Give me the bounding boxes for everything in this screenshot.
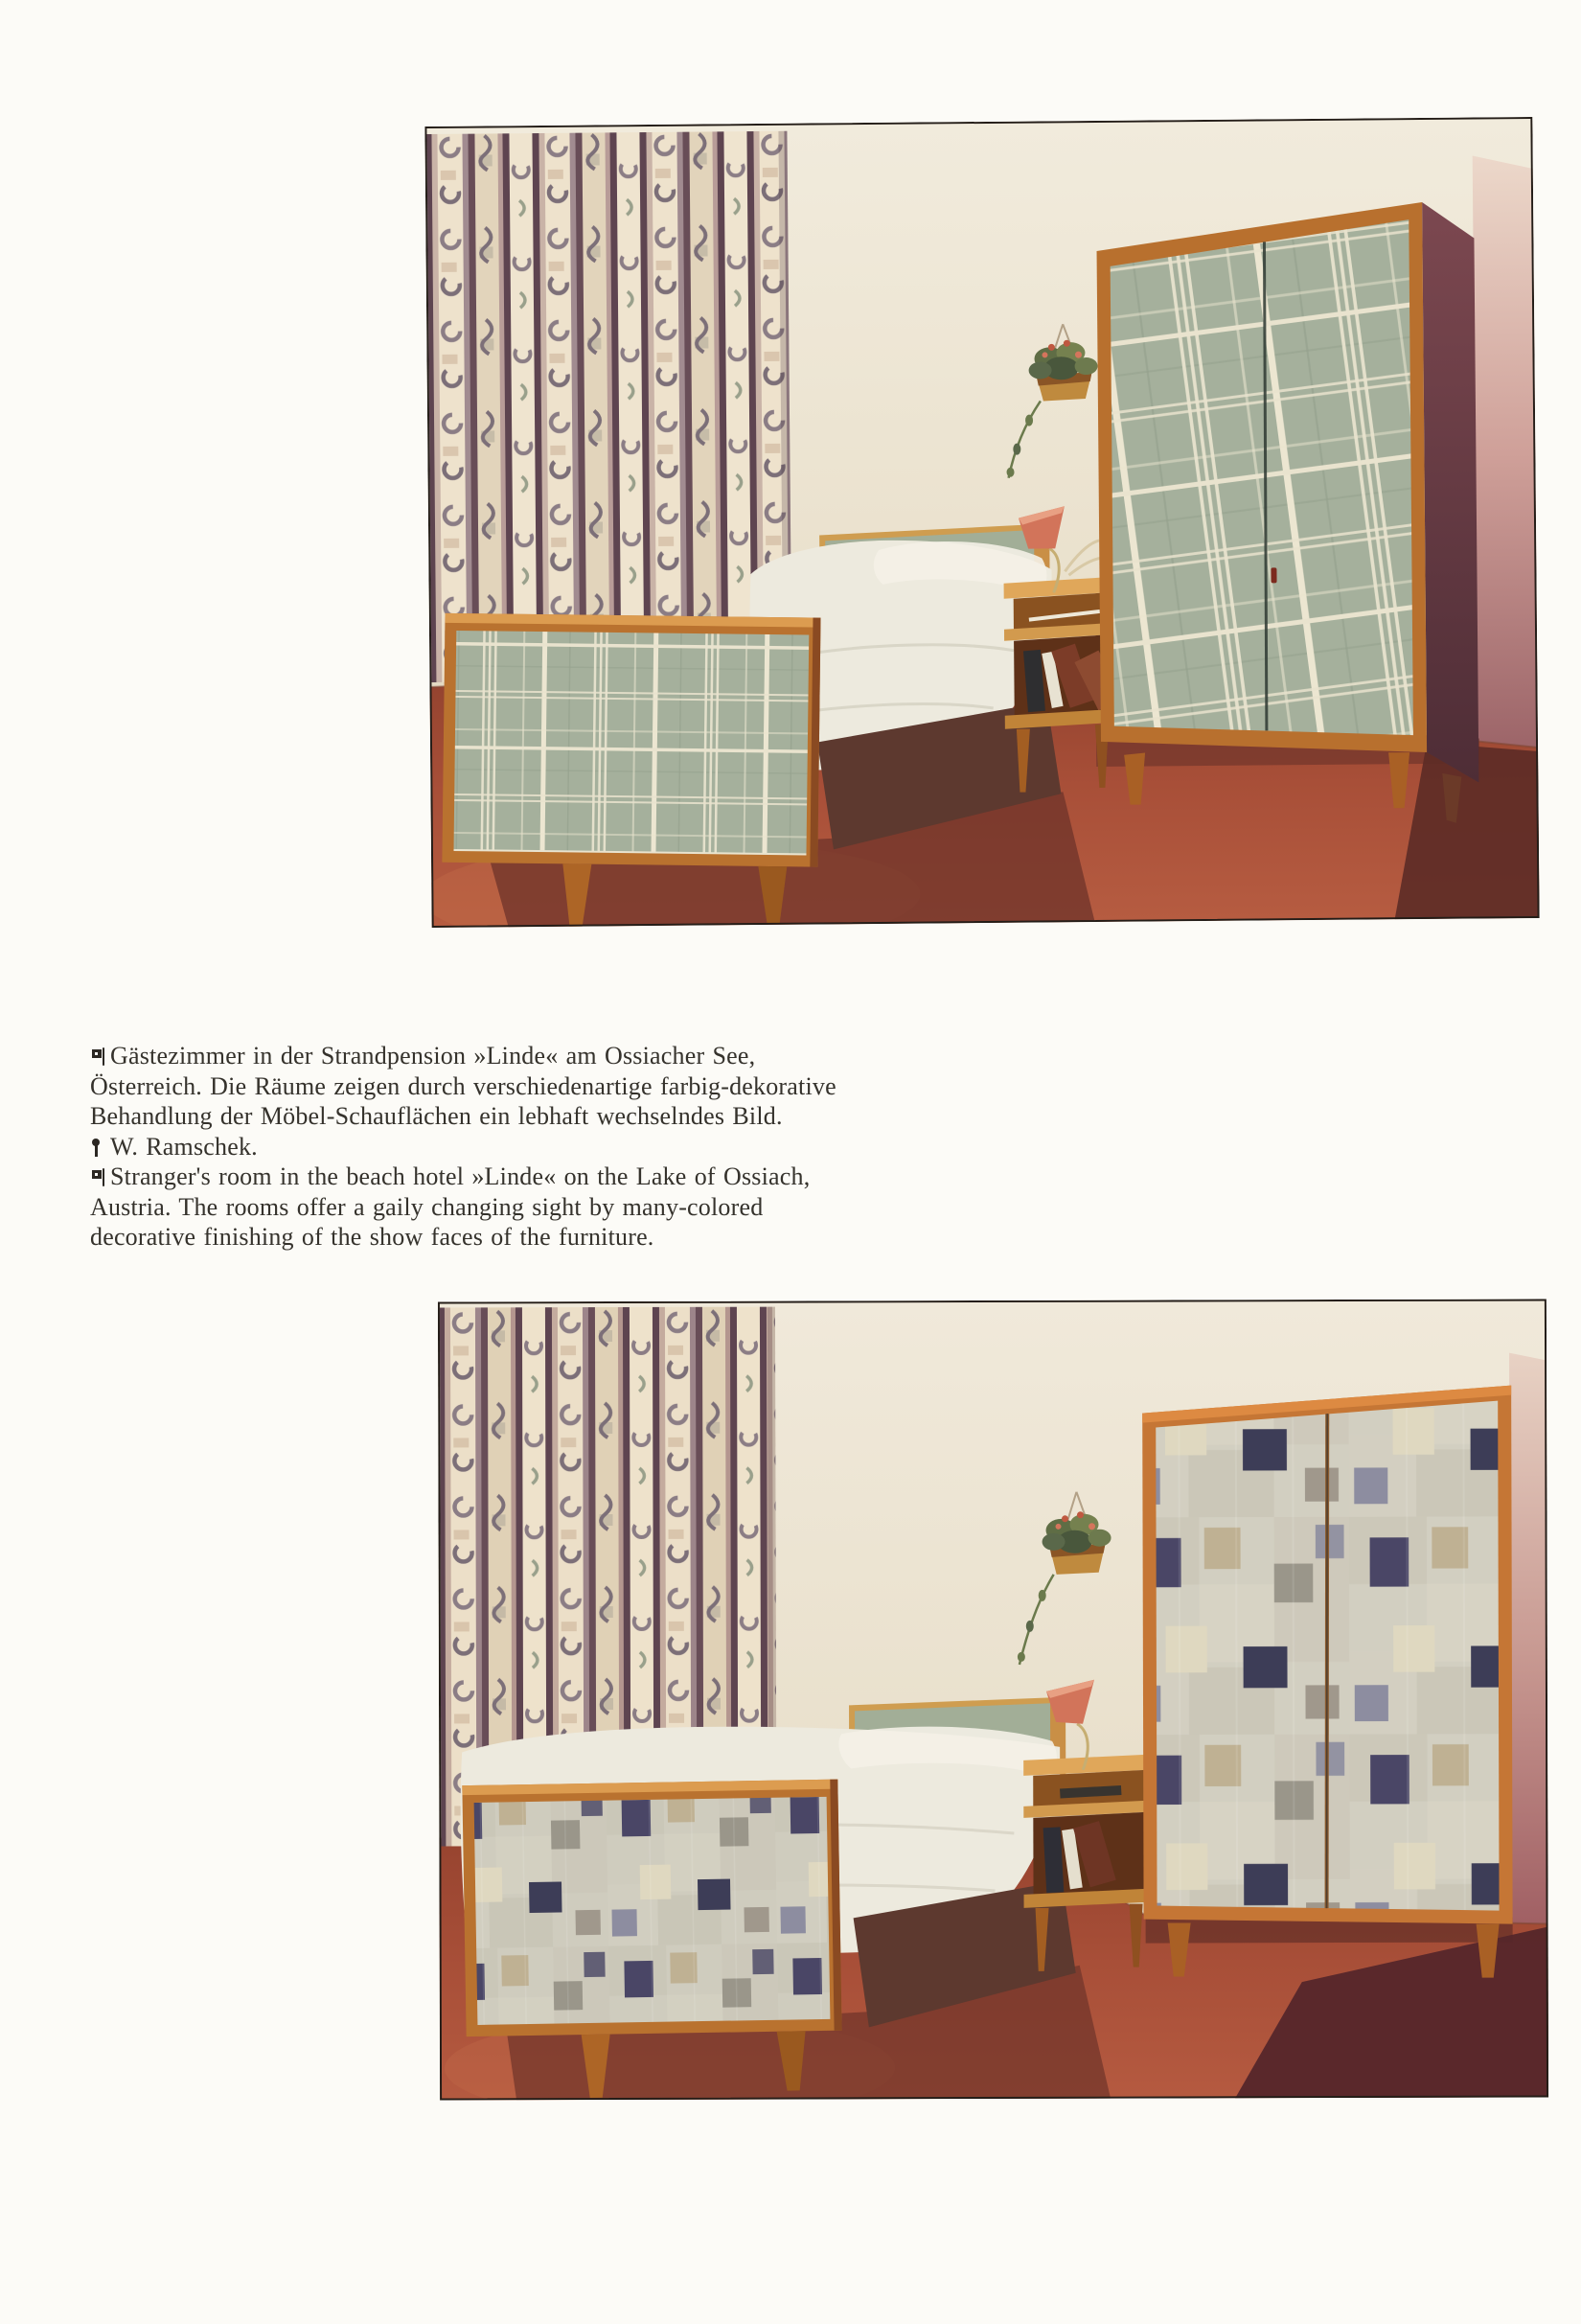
paragraph-flag-icon bbox=[90, 1168, 105, 1186]
caption-line bbox=[90, 1041, 895, 1071]
caption-line bbox=[90, 1222, 895, 1253]
caption-block bbox=[90, 1041, 895, 1253]
paragraph-flag-icon bbox=[90, 1047, 105, 1066]
caption-text: Stranger's room in the beach hotel »Linde« on the Lake of Ossiach, bbox=[110, 1162, 811, 1190]
wardrobe bbox=[1096, 202, 1479, 826]
caption-line bbox=[90, 1071, 895, 1102]
caption-text: Gästezimmer in der Strandpension »Linde« am Ossiacher See, bbox=[110, 1042, 756, 1070]
caption-text: Behandlung der Möbel-Schauflächen ein lebhaft wechselndes Bild. bbox=[90, 1102, 783, 1130]
caption-text: decorative finishing of the show faces of the furniture. bbox=[90, 1223, 654, 1251]
caption-line bbox=[90, 1101, 895, 1132]
wardrobe-doors bbox=[1110, 219, 1413, 738]
caption-text: Austria. The rooms offer a gaily changing sight by many-colored bbox=[90, 1192, 764, 1221]
caption-text: W. Ramschek. bbox=[110, 1132, 258, 1161]
caption-line bbox=[90, 1132, 895, 1162]
curtain bbox=[426, 131, 791, 682]
photo-bottom bbox=[438, 1299, 1548, 2100]
photo-top bbox=[424, 117, 1539, 928]
photographer-credit-icon bbox=[90, 1139, 105, 1157]
caption-line bbox=[90, 1192, 895, 1223]
wardrobe bbox=[1142, 1386, 1513, 1979]
wardrobe-side bbox=[1422, 202, 1478, 783]
door-handle bbox=[1271, 567, 1276, 583]
caption-line bbox=[90, 1162, 895, 1192]
caption-text: Österreich. Die Räume zeigen durch verschiedenartige farbig-dekorative bbox=[90, 1071, 836, 1100]
